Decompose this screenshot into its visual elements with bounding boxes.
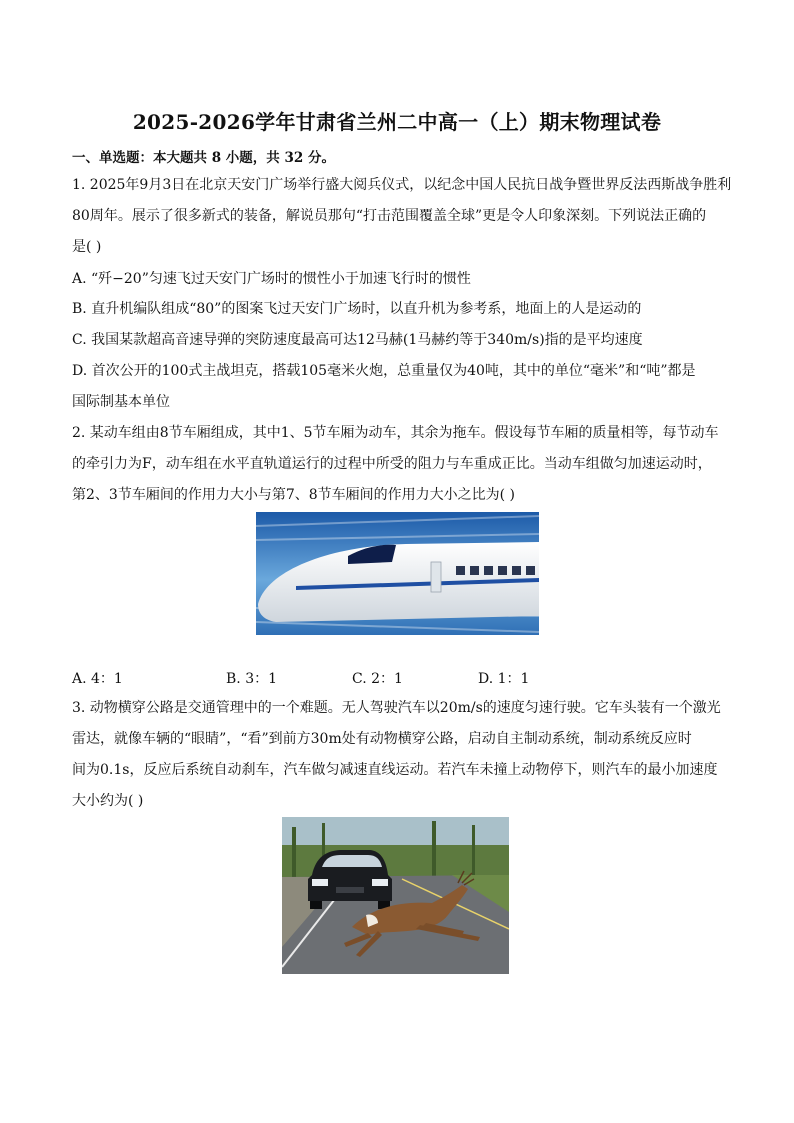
question-1-line: 80周年。展示了很多新式的装备，解说员那句“打击范围覆盖全球”更是令人印象深刻。下列说法正确的 — [72, 208, 707, 224]
page-title: 2025-2026学年甘肃省兰州二中高一（上）期末物理试卷 — [132, 110, 662, 134]
question-2-line: 第2、3节车厢间的作用力大小与第7、8节车厢间的作用力大小之比为( ) — [72, 487, 516, 503]
car-deer-image — [282, 817, 509, 974]
question-3-line: 间为0.1s，反应后系统自动刹车，汽车做匀减速直线运动。若汽车未撞上动物停下，则汽车的最小加速度 — [72, 762, 718, 778]
question-2-option-d: D. 1：1 — [478, 671, 530, 687]
question-3 — [72, 693, 724, 817]
question-3-line: 雷达，就像车辆的“眼睛”，“看”到前方30m处有动物横穿公路，启动自主制动系统，制动系统反应时 — [72, 731, 692, 747]
question-1-option-c: C. 我国某款超高音速导弹的突防速度最高可达12马赫(1马赫约等于340m/s)指的是平均速度 — [72, 332, 643, 348]
section-heading: 一、单选题：本大题共 8 小题，共 32 分。 — [72, 150, 335, 166]
question-1 — [72, 170, 732, 263]
question-2-line: 2. 某动车组由8节车厢组成，其中1、5节车厢为动车，其余为拖车。假设每节车厢的质量相等，每节动车 — [72, 425, 719, 441]
bullet-train-image — [256, 512, 539, 635]
question-2-option-c: C. 2：1 — [352, 671, 403, 687]
question-3-line: 大小约为( ) — [72, 793, 144, 809]
question-1-option-d-cont: 国际制基本单位 — [72, 394, 170, 410]
question-1-line: 1. 2025年9月3日在北京天安门广场举行盛大阅兵仪式，以纪念中国人民抗日战争暨世界反法西斯战争胜利 — [72, 177, 732, 193]
question-2-line: 的牵引力为F，动车组在水平直轨道运行的过程中所受的阻力与车重成正比。当动车组做匀加速运动时， — [72, 456, 712, 472]
question-1-option-b: B. 直升机编队组成“80”的图案飞过天安门广场时，以直升机为参考系，地面上的人是运动的 — [72, 301, 642, 317]
question-1-option-d: D. 首次公开的100式主战坦克，搭载105毫米火炮，总重量仅为40吨，其中的单位“毫米”和“吨”都是 — [72, 363, 696, 379]
question-2 — [72, 418, 724, 511]
question-2-option-a: A. 4：1 — [72, 671, 123, 687]
question-1-option-a: A. “歼−20”匀速飞过天安门广场时的惯性小于加速飞行时的惯性 — [72, 271, 471, 287]
question-1-line: 是( ) — [72, 239, 102, 255]
question-3-line: 3. 动物横穿公路是交通管理中的一个难题。无人驾驶汽车以20m/s的速度匀速行驶。它车头装有一个激光 — [72, 700, 721, 716]
question-2-option-b: B. 3：1 — [226, 671, 278, 687]
